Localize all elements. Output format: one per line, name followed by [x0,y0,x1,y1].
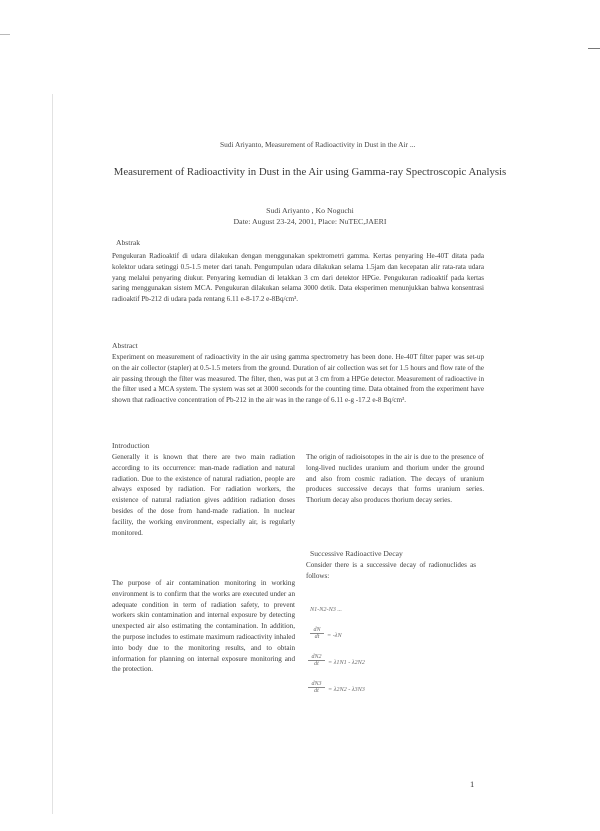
eq1-numerator: dN [310,627,324,634]
intro-paragraph-3: The origin of radioisotopes in the air is due to the presence of long-lived nuclides uranium and thorium under the ground and also from cosmic radiation. The decays of uranium produces successive decays that forms uranium series. Thorium decay also produces thorium decay series. [306,453,484,505]
successive-decay-text: Consider there is a successive decay of radionuclides as follows: [306,561,476,580]
abstrak-text: Pengukuran Radioaktif di udara dilakukan dengan menggunakan spektrometri gamma. Kertas penyaring He-40T ditata pada kolektor udara setinggi 0.5-1.5 meter dari tanah. Pengumpulan udara dilakukan selama 1.5jam dan kecepatan alir rata-rata udara yang melalui penyaring diukur. Penyaring kemudian di letakkan 3 cm dari detektor HPGe. Pengukuran radioaktif pada kertas saring menggunakan sistem MCA. Pengukuran dilakukan selama 3000 detik. Data eksperimen menunjukkan bahwa konsentrasi radioaktif Pb-212 di udara pada rentang 6.11 e-8-17.2 e-8Bq/cm³. [112,252,484,304]
abstract-text: Experiment on measurement of radioactivity in the air using gamma spectrometry has been done. He-40T filter paper was set-up on the air collector (stapler) at 0.5-1.5 meters from the ground. Duration of air collection was set for 1.5 hours and flow rate of the air passing through the filter was measured. The filter, then, was put at 3 cm from a HPGe detector. Measurement of radioactive in the filter used a MCA system. The system was set at 3000 seconds for the counting time. Data obtained from the experiment have shown that radioactive concentration of Pb-212 in the air was in the range of 6.11 e-g -17.2 e-8 Bq/cm³. [112,353,484,405]
eq3-denominator: dt [314,688,319,694]
abstract-heading: Abstract [112,341,138,350]
equation-1-rhs: = -λN [327,632,342,639]
eq2-denominator: dt [314,661,319,667]
date-place: Date: August 23-24, 2001, Place: NuTEC,JAERI [233,217,387,226]
introduction-heading: Introduction [112,441,150,450]
equation-2-rhs: = λ1N1 - λ2N2 [328,659,365,666]
scan-artifact-dash [588,48,600,49]
author-names: Sudi Ariyanto , Ko Noguchi [266,206,354,215]
abstrak-heading: Abstrak [116,238,141,247]
equation-2-fraction [308,654,325,667]
eq3-numerator: dN3 [308,681,325,688]
intro-paragraph-1: Generally it is known that there are two main radiation according to its occurrence: man-made radiation and natural radiation. Due to the existence of natural radiation, people are always exposed by radiation. For radiation workers, the existence of natural radiation gives addition radiation doses besides of the dose from hand-made radiation. In nuclear facility, the working environment, especially air, is regularly monitored. [112,453,295,537]
paper-title: Measurement of Radioactivity in Dust in the Air using Gamma-ray Spectroscopic Analysis [113,166,507,178]
equation-3-fraction [308,681,325,694]
eq1-denominator: dt [314,634,320,640]
eq2-numerator: dN2 [308,654,325,661]
equation-3-rhs: = λ2N2 - λ3N3 [328,686,365,693]
author-block [110,205,510,227]
equation-1-fraction [310,627,324,640]
page-number: 1 [470,779,475,789]
scan-page-edge [52,94,53,814]
intro-paragraph-2: The purpose of air contamination monitoring in working environment is to confirm that the works are executed under an adequate condition in term of radiation safety, to prevent workers skin contamination and internal exposure by detecting unexpected air also estimating the contamination. In addition, the purpose includes to estimate maximum radioactivity inhaled into body due to the monitoring results, and to obtain information for planning on internal exposure monitoring and the protection. [112,579,295,674]
successive-decay-heading: Successive Radioactive Decay [310,549,403,558]
scan-artifact-dash [0,34,10,35]
running-head: Sudi Ariyanto, Measurement of Radioactivity in Dust in the Air ... [220,140,416,149]
equation-decay-chain: N1-N2-N3 ... [310,606,342,613]
